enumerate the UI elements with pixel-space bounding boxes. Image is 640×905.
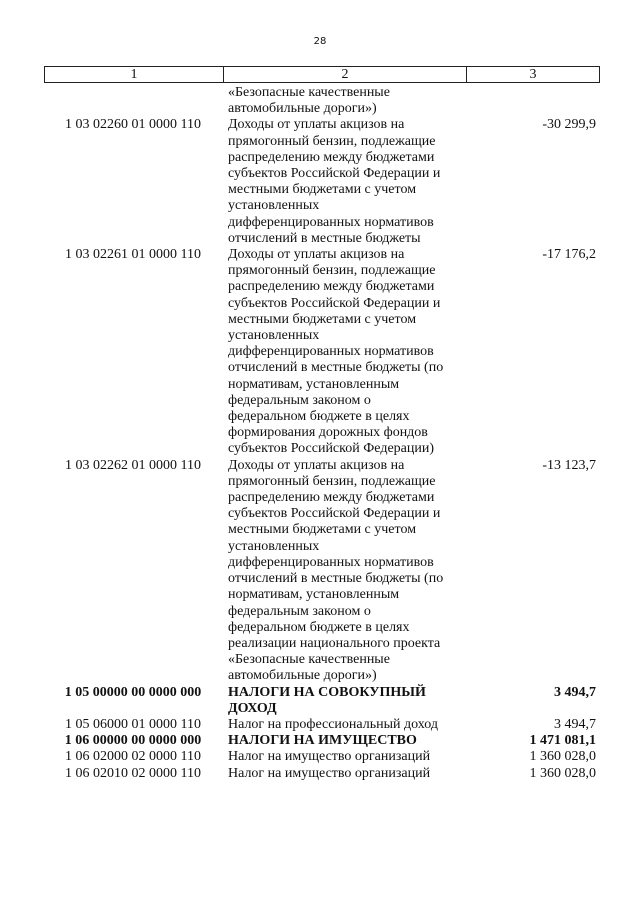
description-line: субъектов Российской Федерации и bbox=[228, 506, 441, 522]
description-line: прямогонный бензин, подлежащие bbox=[228, 473, 436, 489]
description-line: Доходы от уплаты акцизов на bbox=[228, 247, 405, 263]
description-line: Налог на имущество организаций bbox=[228, 765, 431, 781]
row-amount: 1 360 028,0 bbox=[529, 749, 596, 765]
description-line: ДОХОД bbox=[228, 700, 277, 716]
description-line: федеральном бюджете в целях bbox=[228, 619, 410, 635]
row-amount: -30 299,9 bbox=[542, 117, 596, 133]
description-line: Налог на имущество организаций bbox=[228, 749, 431, 765]
table-row bbox=[44, 247, 600, 458]
row-description bbox=[222, 685, 464, 717]
description-line: прямогонный бензин, подлежащие bbox=[228, 133, 436, 149]
description-line: прямогонный бензин, подлежащие bbox=[228, 263, 436, 279]
table-header bbox=[44, 66, 600, 83]
description-line: НАЛОГИ НА ИМУЩЕСТВО bbox=[228, 733, 417, 749]
description-line: субъектов Российской Федерации) bbox=[228, 441, 435, 457]
description-line: автомобильные дороги») bbox=[228, 101, 377, 117]
row-description bbox=[222, 85, 464, 117]
column-header-1: 1 bbox=[45, 67, 224, 82]
table-row bbox=[44, 749, 600, 765]
description-line: отчислений в местные бюджеты bbox=[228, 230, 421, 246]
description-line: отчислений в местные бюджеты (по bbox=[228, 360, 444, 376]
description-line: федеральным законом о bbox=[228, 392, 371, 408]
row-code: 1 06 02010 02 0000 110 bbox=[65, 765, 201, 781]
row-description bbox=[222, 717, 464, 733]
row-amount: 3 494,7 bbox=[554, 684, 596, 700]
row-amount: 3 494,7 bbox=[554, 716, 596, 732]
row-amount: 1 360 028,0 bbox=[529, 765, 596, 781]
row-description bbox=[222, 117, 464, 247]
table-body bbox=[44, 85, 600, 782]
description-line: нормативам, установленным bbox=[228, 376, 400, 392]
row-code: 1 03 02262 01 0000 110 bbox=[65, 457, 201, 473]
description-line: дифференцированных нормативов bbox=[228, 344, 434, 360]
description-line: «Безопасные качественные bbox=[228, 652, 390, 668]
description-line: распределению между бюджетами bbox=[228, 149, 435, 165]
table-rows bbox=[44, 117, 600, 781]
row-code: 1 06 02000 02 0000 110 bbox=[65, 749, 201, 765]
table-row bbox=[44, 733, 600, 749]
description-line: «Безопасные качественные bbox=[228, 85, 390, 100]
column-header-2: 2 bbox=[224, 67, 467, 82]
row-description bbox=[222, 749, 464, 765]
description-line: отчислений в местные бюджеты (по bbox=[228, 571, 444, 587]
row-amount: -17 176,2 bbox=[542, 247, 596, 263]
row-description bbox=[222, 247, 464, 458]
description-line: распределению между бюджетами bbox=[228, 279, 435, 295]
description-line: автомобильные дороги») bbox=[228, 668, 377, 684]
row-code: 1 03 02261 01 0000 110 bbox=[65, 247, 201, 263]
description-line: федеральным законом о bbox=[228, 603, 371, 619]
description-line: местными бюджетами с учетом bbox=[228, 522, 417, 538]
description-line: формирования дорожных фондов bbox=[228, 425, 428, 441]
row-description bbox=[222, 458, 464, 685]
table-row bbox=[44, 685, 600, 717]
table-row bbox=[44, 766, 600, 782]
description-line: Налог на профессиональный доход bbox=[228, 716, 438, 732]
page-number: 28 bbox=[313, 36, 327, 47]
description-line: реализации национального проекта bbox=[228, 635, 441, 651]
row-description bbox=[222, 766, 464, 782]
description-line: Доходы от уплаты акцизов на bbox=[228, 457, 405, 473]
row-code: 1 05 06000 01 0000 110 bbox=[65, 716, 201, 732]
table-row bbox=[44, 117, 600, 247]
description-line: дифференцированных нормативов bbox=[228, 554, 434, 570]
description-line: нормативам, установленным bbox=[228, 587, 400, 603]
description-line: местными бюджетами с учетом bbox=[228, 182, 417, 198]
row-code: 1 05 00000 00 0000 000 bbox=[64, 684, 202, 700]
row-amount: -13 123,7 bbox=[542, 457, 596, 473]
description-line: НАЛОГИ НА СОВОКУПНЫЙ bbox=[228, 684, 426, 700]
description-line: местными бюджетами с учетом bbox=[228, 311, 417, 327]
column-header-3: 3 bbox=[529, 67, 537, 82]
description-line: дифференцированных нормативов bbox=[228, 214, 434, 230]
row-code bbox=[44, 85, 222, 117]
row-description bbox=[222, 733, 464, 749]
row-amount bbox=[464, 85, 600, 117]
continuation-row bbox=[44, 85, 600, 117]
description-line: установленных bbox=[228, 198, 320, 214]
description-line: субъектов Российской Федерации и bbox=[228, 166, 441, 182]
row-code: 1 06 00000 00 0000 000 bbox=[64, 733, 202, 749]
row-amount: 1 471 081,1 bbox=[529, 733, 596, 749]
description-line: установленных bbox=[228, 538, 320, 554]
table-row bbox=[44, 458, 600, 685]
description-line: Доходы от уплаты акцизов на bbox=[228, 117, 405, 133]
description-line: субъектов Российской Федерации и bbox=[228, 295, 441, 311]
description-line: распределению между бюджетами bbox=[228, 490, 435, 506]
description-line: федеральном бюджете в целях bbox=[228, 409, 410, 425]
row-code: 1 03 02260 01 0000 110 bbox=[65, 117, 201, 133]
description-line: установленных bbox=[228, 328, 320, 344]
table-row bbox=[44, 717, 600, 733]
